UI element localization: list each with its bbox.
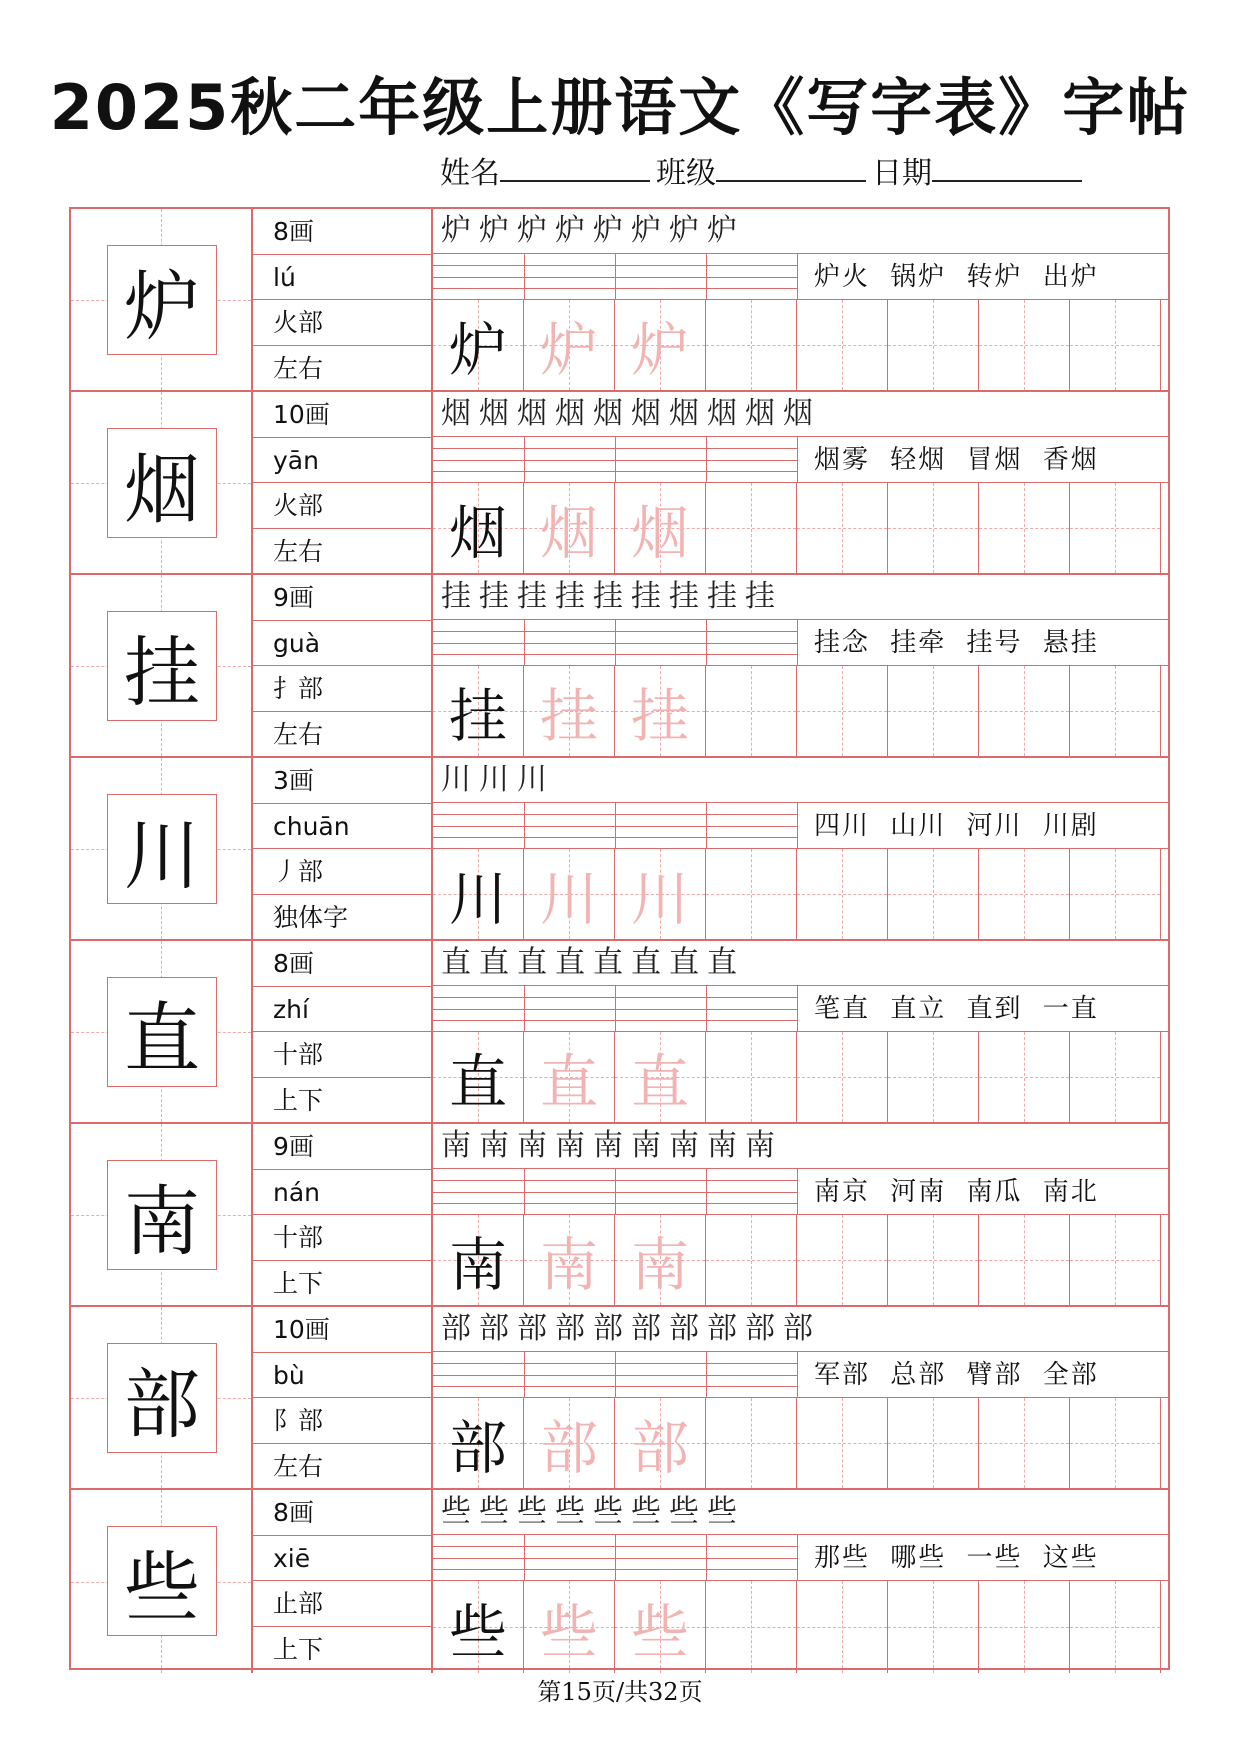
practice-cell[interactable] bbox=[615, 1581, 706, 1673]
model-character: 烟 bbox=[107, 428, 217, 538]
pinyin-practice-grid[interactable] bbox=[433, 1535, 797, 1581]
date-label: 日期 bbox=[872, 156, 932, 191]
practice-cell[interactable] bbox=[524, 483, 615, 573]
stroke-sequence: 些些些些些些些些 bbox=[441, 1494, 745, 1529]
model-char-cell bbox=[71, 209, 253, 390]
model-character: 些 bbox=[107, 1526, 217, 1636]
practice-cell[interactable] bbox=[433, 483, 524, 573]
practice-cell[interactable] bbox=[1070, 1215, 1161, 1305]
model-copy: 川 bbox=[448, 865, 507, 933]
practice-cell[interactable] bbox=[615, 1215, 706, 1305]
pinyin: bù bbox=[253, 1353, 431, 1399]
model-character: 直 bbox=[107, 977, 217, 1087]
model-char-cell bbox=[71, 758, 253, 939]
example-words: 炉火 锅炉 转炉 出炉 bbox=[797, 254, 1168, 300]
class-field[interactable] bbox=[716, 148, 866, 182]
practice-cell[interactable] bbox=[706, 849, 797, 939]
radical: 火部 bbox=[253, 300, 431, 346]
structure: 左右 bbox=[273, 1451, 324, 1481]
example-words: 南京 河南 南瓜 南北 bbox=[797, 1169, 1168, 1215]
character-row bbox=[71, 758, 1168, 941]
stroke-order bbox=[433, 392, 1168, 437]
char-info bbox=[253, 575, 433, 756]
trace-character: 部 bbox=[539, 1414, 598, 1482]
stroke-sequence: 炉炉炉炉炉炉炉炉 bbox=[441, 213, 745, 248]
practice-cell[interactable] bbox=[1070, 300, 1161, 390]
practice-cell[interactable] bbox=[888, 1215, 979, 1305]
structure: 独体字 bbox=[273, 902, 349, 932]
pinyin: nán bbox=[253, 1170, 431, 1216]
model-char-cell bbox=[71, 941, 253, 1122]
structure: 左右 bbox=[273, 719, 324, 749]
stroke-sequence: 川川川 bbox=[441, 762, 555, 797]
practice-cell[interactable] bbox=[1070, 1581, 1161, 1673]
practice-cell[interactable] bbox=[524, 1398, 615, 1488]
practice-cell[interactable] bbox=[797, 1398, 888, 1488]
practice-cell[interactable] bbox=[888, 1581, 979, 1673]
radical: 火部 bbox=[253, 483, 431, 529]
writing-practice-cells bbox=[433, 1581, 1168, 1673]
stroke-sequence: 南南南南南南南南南 bbox=[441, 1128, 783, 1163]
writing-practice-cells bbox=[433, 300, 1168, 390]
stroke-order bbox=[433, 1124, 1168, 1169]
practice-cell[interactable] bbox=[615, 666, 706, 756]
practice-cell[interactable] bbox=[433, 1215, 524, 1305]
writing-practice-cells bbox=[433, 666, 1168, 756]
char-info bbox=[253, 1307, 433, 1488]
model-copy: 烟 bbox=[448, 499, 507, 567]
practice-cell[interactable] bbox=[979, 300, 1070, 390]
practice-cell[interactable] bbox=[979, 849, 1070, 939]
model-char-cell bbox=[71, 1490, 253, 1673]
structure: 上下 bbox=[273, 1268, 324, 1298]
trace-character: 炉 bbox=[539, 316, 598, 384]
practice-cell[interactable] bbox=[433, 666, 524, 756]
stroke-order bbox=[433, 575, 1168, 620]
pinyin-practice-grid[interactable] bbox=[433, 437, 797, 483]
model-char-cell bbox=[71, 392, 253, 573]
trace-character: 些 bbox=[539, 1598, 598, 1666]
character-row bbox=[71, 1307, 1168, 1490]
practice-cell[interactable] bbox=[706, 1032, 797, 1122]
char-info bbox=[253, 758, 433, 939]
practice-cell[interactable] bbox=[615, 1032, 706, 1122]
radical: 十部 bbox=[253, 1032, 431, 1078]
trace-character: 烟 bbox=[630, 499, 689, 567]
pinyin-practice-grid[interactable] bbox=[433, 254, 797, 300]
pinyin: xiē bbox=[253, 1536, 431, 1582]
example-words: 那些 哪些 一些 这些 bbox=[797, 1535, 1168, 1581]
writing-practice-cells bbox=[433, 1032, 1168, 1122]
practice-cell[interactable] bbox=[888, 300, 979, 390]
model-character: 炉 bbox=[107, 245, 217, 355]
pinyin: chuān bbox=[253, 804, 431, 850]
structure: 上下 bbox=[273, 1085, 324, 1115]
example-words: 笔直 直立 直到 一直 bbox=[797, 986, 1168, 1032]
model-char-cell bbox=[71, 1124, 253, 1305]
name-label: 姓名 bbox=[440, 156, 500, 191]
char-info bbox=[253, 1124, 433, 1305]
stroke-count: 9画 bbox=[253, 575, 431, 621]
practice-cell[interactable] bbox=[797, 1032, 888, 1122]
character-row bbox=[71, 392, 1168, 575]
practice-cell[interactable] bbox=[706, 1398, 797, 1488]
practice-cell[interactable] bbox=[1070, 1398, 1161, 1488]
practice-cell[interactable] bbox=[1070, 849, 1161, 939]
practice-cell[interactable] bbox=[433, 1398, 524, 1488]
trace-character: 烟 bbox=[539, 499, 598, 567]
character-row bbox=[71, 209, 1168, 392]
practice-cell[interactable] bbox=[615, 1398, 706, 1488]
practice-cell[interactable] bbox=[979, 1215, 1070, 1305]
pinyin: yān bbox=[253, 438, 431, 484]
practice-cell[interactable] bbox=[797, 666, 888, 756]
student-info bbox=[440, 148, 1180, 192]
character-row bbox=[71, 1490, 1168, 1673]
model-copy: 部 bbox=[448, 1414, 507, 1482]
model-char-cell bbox=[71, 575, 253, 756]
practice-cell[interactable] bbox=[797, 849, 888, 939]
practice-cell[interactable] bbox=[1070, 1032, 1161, 1122]
practice-cell[interactable] bbox=[797, 1215, 888, 1305]
stroke-order bbox=[433, 941, 1168, 986]
stroke-order bbox=[433, 758, 1168, 803]
class-label: 班级 bbox=[656, 156, 716, 191]
stroke-sequence: 直直直直直直直直 bbox=[441, 945, 745, 980]
pinyin: lú bbox=[253, 255, 431, 301]
practice-cell[interactable] bbox=[706, 666, 797, 756]
writing-practice-cells bbox=[433, 1398, 1168, 1488]
practice-cell[interactable] bbox=[888, 1398, 979, 1488]
practice-cell[interactable] bbox=[706, 300, 797, 390]
practice-cell[interactable] bbox=[888, 849, 979, 939]
practice-cell[interactable] bbox=[433, 1581, 524, 1673]
practice-cell[interactable] bbox=[706, 483, 797, 573]
pinyin-practice-grid[interactable] bbox=[433, 986, 797, 1032]
date-field[interactable] bbox=[932, 148, 1082, 182]
model-character: 部 bbox=[107, 1343, 217, 1453]
practice-cell[interactable] bbox=[524, 849, 615, 939]
practice-cell[interactable] bbox=[797, 1581, 888, 1673]
radical: 十部 bbox=[253, 1215, 431, 1261]
practice-cell[interactable] bbox=[433, 849, 524, 939]
radical: 止部 bbox=[253, 1581, 431, 1627]
practice-cell[interactable] bbox=[524, 666, 615, 756]
writing-practice-cells bbox=[433, 483, 1168, 573]
pinyin-practice-grid[interactable] bbox=[433, 1169, 797, 1215]
stroke-sequence: 部部部部部部部部部部 bbox=[441, 1311, 821, 1346]
trace-character: 直 bbox=[539, 1048, 598, 1116]
trace-character: 些 bbox=[630, 1598, 689, 1666]
radical: 阝部 bbox=[253, 1398, 431, 1444]
trace-character: 南 bbox=[539, 1231, 598, 1299]
char-info bbox=[253, 941, 433, 1122]
practice-cell[interactable] bbox=[524, 1215, 615, 1305]
trace-character: 部 bbox=[630, 1414, 689, 1482]
stroke-count: 3画 bbox=[253, 758, 431, 804]
page-title: 2025秋二年级上册语文《写字表》字帖 bbox=[49, 71, 1191, 144]
char-info bbox=[253, 1490, 433, 1673]
practice-cell[interactable] bbox=[433, 300, 524, 390]
writing-practice-cells bbox=[433, 849, 1168, 939]
model-char-cell bbox=[71, 1307, 253, 1488]
structure: 上下 bbox=[273, 1634, 324, 1664]
practice-cell[interactable] bbox=[615, 300, 706, 390]
stroke-order bbox=[433, 1307, 1168, 1352]
practice-cell[interactable] bbox=[888, 666, 979, 756]
structure: 左右 bbox=[273, 353, 324, 383]
model-copy: 炉 bbox=[448, 316, 507, 384]
trace-character: 挂 bbox=[630, 682, 689, 750]
char-info bbox=[253, 392, 433, 573]
name-field[interactable] bbox=[500, 148, 650, 182]
practice-cell[interactable] bbox=[524, 300, 615, 390]
trace-character: 川 bbox=[630, 865, 689, 933]
practice-cell[interactable] bbox=[797, 300, 888, 390]
stroke-count: 8画 bbox=[253, 209, 431, 255]
stroke-count: 10画 bbox=[253, 392, 431, 438]
example-words: 四川 山川 河川 川剧 bbox=[797, 803, 1168, 849]
stroke-count: 8画 bbox=[253, 1490, 431, 1536]
pinyin-practice-grid[interactable] bbox=[433, 620, 797, 666]
practice-cell[interactable] bbox=[615, 849, 706, 939]
stroke-count: 10画 bbox=[253, 1307, 431, 1353]
model-copy: 直 bbox=[448, 1048, 507, 1116]
trace-character: 炉 bbox=[630, 316, 689, 384]
page-number: 第15页/共32页 bbox=[537, 1678, 703, 1706]
practice-cell[interactable] bbox=[979, 1581, 1070, 1673]
model-copy: 南 bbox=[448, 1231, 507, 1299]
character-row bbox=[71, 575, 1168, 758]
pinyin: guà bbox=[253, 621, 431, 667]
practice-cell[interactable] bbox=[615, 483, 706, 573]
example-words: 挂念 挂牵 挂号 悬挂 bbox=[797, 620, 1168, 666]
character-row bbox=[71, 941, 1168, 1124]
writing-practice-cells bbox=[433, 1215, 1168, 1305]
pinyin-practice-grid[interactable] bbox=[433, 1352, 797, 1398]
trace-character: 川 bbox=[539, 865, 598, 933]
trace-character: 挂 bbox=[539, 682, 598, 750]
model-copy: 挂 bbox=[448, 682, 507, 750]
stroke-order bbox=[433, 209, 1168, 254]
example-words: 烟雾 轻烟 冒烟 香烟 bbox=[797, 437, 1168, 483]
radical: 扌部 bbox=[253, 666, 431, 712]
practice-cell[interactable] bbox=[979, 1398, 1070, 1488]
practice-cell[interactable] bbox=[979, 1032, 1070, 1122]
stroke-sequence: 挂挂挂挂挂挂挂挂挂 bbox=[441, 579, 783, 614]
stroke-sequence: 烟烟烟烟烟烟烟烟烟烟 bbox=[441, 396, 821, 431]
practice-cell[interactable] bbox=[1070, 483, 1161, 573]
example-words: 军部 总部 臂部 全部 bbox=[797, 1352, 1168, 1398]
radical: 丿部 bbox=[253, 849, 431, 895]
pinyin-practice-grid[interactable] bbox=[433, 803, 797, 849]
structure: 左右 bbox=[273, 536, 324, 566]
practice-cell[interactable] bbox=[979, 666, 1070, 756]
trace-character: 直 bbox=[630, 1048, 689, 1116]
practice-cell[interactable] bbox=[706, 1215, 797, 1305]
model-character: 挂 bbox=[107, 611, 217, 721]
practice-cell[interactable] bbox=[888, 1032, 979, 1122]
practice-cell[interactable] bbox=[524, 1032, 615, 1122]
model-character: 南 bbox=[107, 1160, 217, 1270]
char-info bbox=[253, 209, 433, 390]
stroke-order bbox=[433, 1490, 1168, 1535]
trace-character: 南 bbox=[630, 1231, 689, 1299]
practice-cell[interactable] bbox=[979, 483, 1070, 573]
practice-cell[interactable] bbox=[706, 1581, 797, 1673]
practice-cell[interactable] bbox=[524, 1581, 615, 1673]
stroke-count: 9画 bbox=[253, 1124, 431, 1170]
practice-sheet bbox=[69, 207, 1170, 1670]
character-row bbox=[71, 1124, 1168, 1307]
practice-cell[interactable] bbox=[433, 1032, 524, 1122]
practice-cell[interactable] bbox=[1070, 666, 1161, 756]
practice-cell[interactable] bbox=[797, 483, 888, 573]
practice-cell[interactable] bbox=[888, 483, 979, 573]
model-copy: 些 bbox=[448, 1598, 507, 1666]
model-character: 川 bbox=[107, 794, 217, 904]
stroke-count: 8画 bbox=[253, 941, 431, 987]
pinyin: zhí bbox=[253, 987, 431, 1033]
